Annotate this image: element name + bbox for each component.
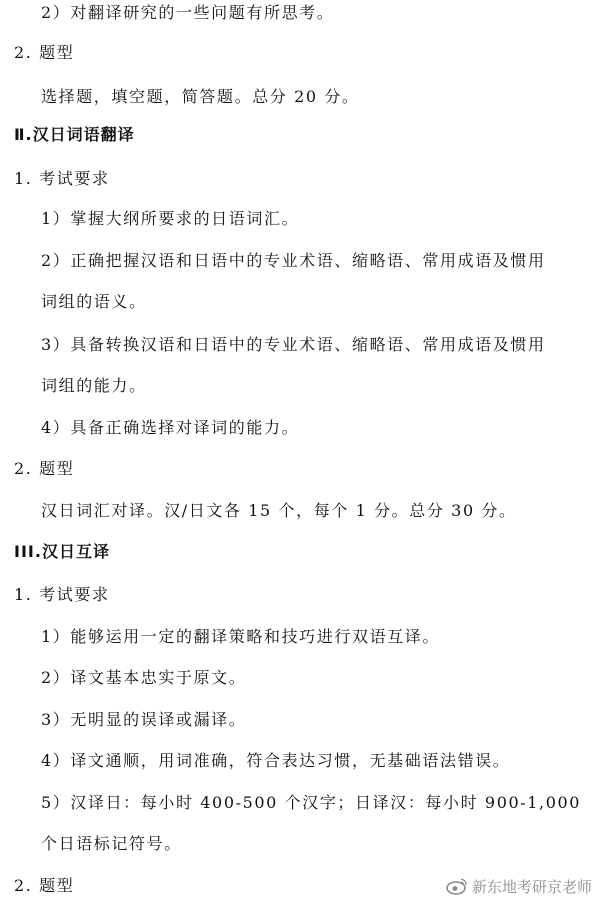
requirement-item-continued: 词组的能力。: [41, 376, 147, 395]
requirement-item: 5）汉译日：每小时 400-500 个汉字；日译汉：每小时 900-1,000: [41, 793, 582, 812]
requirement-item-continued: 词组的语义。: [41, 292, 147, 311]
section-subheading: 1. 考试要求: [14, 585, 110, 604]
section-heading: Ⅱ.汉日词语翻译: [14, 125, 135, 144]
weibo-watermark: [446, 874, 592, 898]
requirement-item: 4）译文通顺，用词准确，符合表达习惯，无基础语法错误。: [41, 751, 511, 770]
requirement-item: 4）具备正确选择对译词的能力。: [41, 418, 300, 437]
requirement-item: 2）正确把握汉语和日语中的专业术语、缩略语、常用成语及惯用: [41, 251, 546, 270]
watermark-text: 新东地考研京老师: [472, 877, 593, 896]
paragraph: 汉日词汇对译。汉/日文各 15 个，每个 1 分。总分 30 分。: [41, 501, 517, 520]
requirement-item: 1）掌握大纲所要求的日语词汇。: [41, 209, 300, 228]
section-subheading: 2. 题型: [14, 459, 75, 478]
paragraph: 选择题，填空题，简答题。总分 20 分。: [41, 87, 360, 106]
requirement-item-continued: 个日语标记符号。: [41, 834, 182, 853]
section-heading: III.汉日互译: [14, 542, 110, 561]
requirement-item: 1）能够运用一定的翻译策略和技巧进行双语互译。: [41, 627, 440, 646]
section-subheading: 2. 题型: [14, 43, 75, 62]
requirement-item: 2）对翻译研究的一些问题有所思考。: [41, 3, 335, 22]
requirement-item: 2）译文基本忠实于原文。: [41, 668, 247, 687]
requirement-item: 3）具备转换汉语和日语中的专业术语、缩略语、常用成语及惯用: [41, 335, 546, 354]
section-subheading: 2. 题型: [14, 876, 75, 895]
weibo-icon: [446, 877, 468, 895]
section-subheading: 1. 考试要求: [14, 169, 110, 188]
requirement-item: 3）无明显的误译或漏译。: [41, 710, 247, 729]
